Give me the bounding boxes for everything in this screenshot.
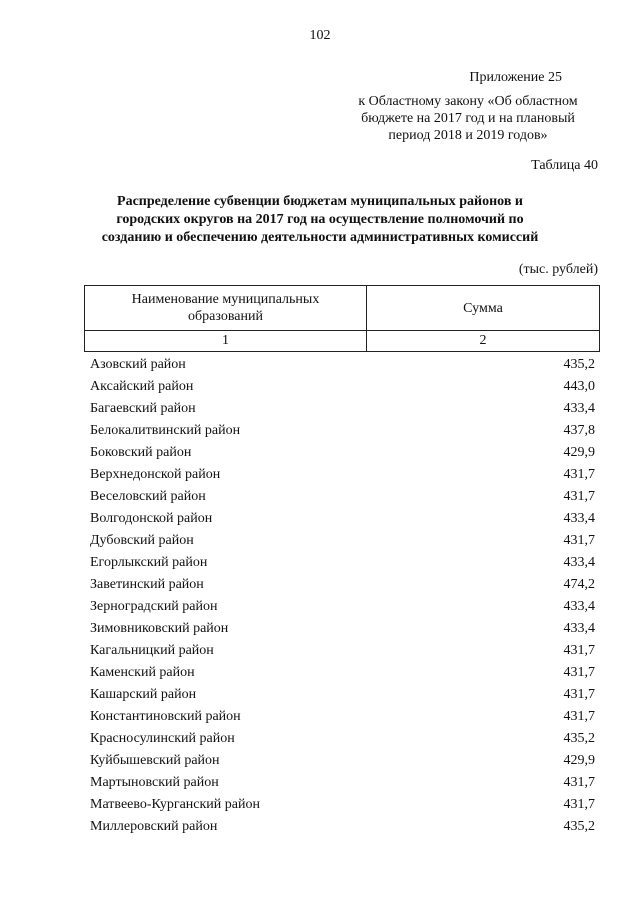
table-row: [90, 794, 595, 816]
table-header: [84, 285, 600, 352]
row-value: 431,7: [563, 687, 595, 702]
table-row: [90, 420, 595, 442]
table-row: [90, 772, 595, 794]
row-value: 431,7: [563, 643, 595, 658]
row-name: Зимовниковский район: [90, 621, 229, 636]
row-name: Дубовский район: [90, 533, 194, 548]
row-value: 431,7: [563, 489, 595, 504]
row-value: 431,7: [563, 665, 595, 680]
table-row: [90, 464, 595, 486]
header-name-line: Наименование муниципальных: [131, 292, 320, 307]
appendix-title: Приложение 25: [469, 70, 562, 85]
row-name: Куйбышевский район: [90, 753, 220, 768]
page-number: 102: [309, 28, 331, 43]
row-value: 431,7: [563, 709, 595, 724]
row-name: Каменский район: [90, 665, 195, 680]
appendix-reference: [338, 93, 598, 144]
row-name: Аксайский район: [90, 379, 194, 394]
title-line: Распределение субвенции бюджетам муниципальных районов и: [117, 194, 523, 209]
table-body: [90, 354, 595, 838]
row-name: Волгодонской район: [90, 511, 213, 526]
row-name: Азовский район: [90, 357, 186, 372]
row-value: 433,4: [563, 621, 595, 636]
row-value: 429,9: [563, 753, 595, 768]
appendix-ref-line: бюджете на 2017 год и на плановый: [361, 111, 575, 126]
column-number-1: 1: [85, 331, 367, 352]
row-value: 433,4: [563, 401, 595, 416]
document-title: [80, 193, 560, 247]
row-value: 474,2: [563, 577, 595, 592]
table-row: [90, 596, 595, 618]
row-value: 443,0: [563, 379, 595, 394]
header-name-line: образований: [188, 309, 263, 324]
row-name: Заветинский район: [90, 577, 204, 592]
row-name: Кагальницкий район: [90, 643, 214, 658]
row-value: 435,2: [563, 819, 595, 834]
row-value: 433,4: [563, 599, 595, 614]
table-row: [90, 706, 595, 728]
row-name: Зерноградский район: [90, 599, 218, 614]
table-row: [90, 530, 595, 552]
table-row: [90, 750, 595, 772]
row-name: Миллеровский район: [90, 819, 218, 834]
row-value: 435,2: [563, 357, 595, 372]
row-value: 431,7: [563, 533, 595, 548]
row-value: 431,7: [563, 775, 595, 790]
row-value: 435,2: [563, 731, 595, 746]
row-name: Мартыновский район: [90, 775, 219, 790]
table-row: [90, 574, 595, 596]
row-value: 431,7: [563, 797, 595, 812]
table-row: [90, 662, 595, 684]
table-row: [90, 640, 595, 662]
table-row: [90, 816, 595, 838]
appendix-ref-line: к Областному закону «Об областном: [358, 94, 578, 109]
units-label: (тыс. рублей): [518, 262, 598, 277]
row-name: Белокалитвинский район: [90, 423, 241, 438]
header-name-cell: [85, 286, 367, 331]
row-value: 429,9: [563, 445, 595, 460]
title-line: созданию и обеспечению деятельности административных комиссий: [101, 230, 539, 245]
row-name: Веселовский район: [90, 489, 206, 504]
row-name: Верхнедонской район: [90, 467, 221, 482]
row-value: 431,7: [563, 467, 595, 482]
header-sum-cell: Сумма: [367, 286, 600, 331]
row-name: Егорлыкский район: [90, 555, 208, 570]
row-name: Боковский район: [90, 445, 192, 460]
table-row: [90, 552, 595, 574]
row-name: Константиновский район: [90, 709, 241, 724]
row-name: Багаевский район: [90, 401, 196, 416]
table-row: [90, 442, 595, 464]
table-row: [90, 486, 595, 508]
table-row: [90, 376, 595, 398]
table-row: [90, 684, 595, 706]
table-row: [90, 398, 595, 420]
appendix-ref-line: период 2018 и 2019 годов»: [388, 128, 548, 143]
table-row: [90, 728, 595, 750]
row-name: Матвеево-Курганский район: [90, 797, 260, 812]
row-value: 437,8: [563, 423, 595, 438]
table-row: [90, 508, 595, 530]
table-label: Таблица 40: [531, 158, 598, 173]
row-name: Красносулинский район: [90, 731, 235, 746]
table-row: [90, 618, 595, 640]
row-value: 433,4: [563, 555, 595, 570]
column-number-2: 2: [367, 331, 600, 352]
row-name: Кашарский район: [90, 687, 197, 702]
row-value: 433,4: [563, 511, 595, 526]
table-row: [90, 354, 595, 376]
title-line: городских округов на 2017 год на осуществление полномочий по: [116, 212, 524, 227]
